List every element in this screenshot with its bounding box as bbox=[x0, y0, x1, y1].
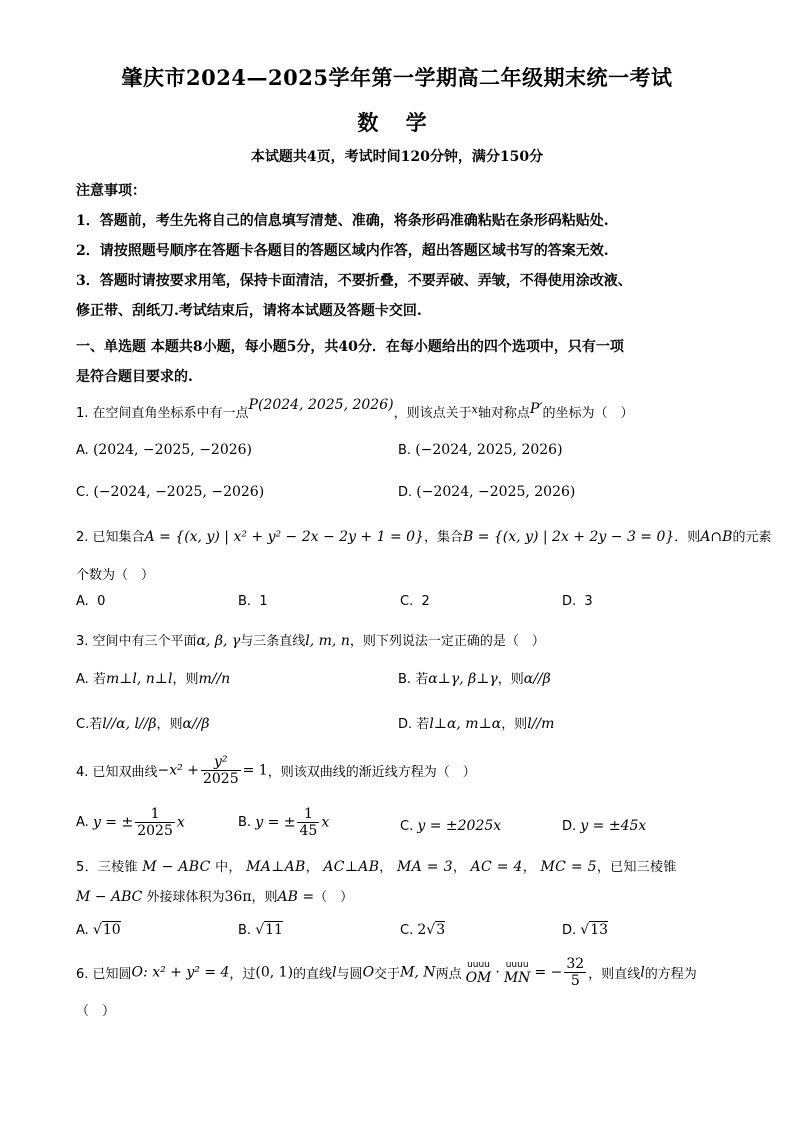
option-text: ，则 bbox=[501, 717, 528, 732]
q2-stem-line2: 个数为（ ） bbox=[76, 568, 155, 583]
q6-math: = − bbox=[534, 964, 563, 981]
option-text: ，则 bbox=[172, 672, 199, 687]
option-label: D. bbox=[398, 717, 413, 732]
option-text: (−2024, 2025, 2026) bbox=[415, 442, 563, 458]
option-math: l//α, l//β bbox=[102, 716, 157, 732]
q3-stem: 与三条直线 bbox=[240, 634, 306, 649]
q6-stem: 的直线 bbox=[293, 967, 333, 982]
option-label: B. bbox=[238, 594, 252, 609]
option-label: A. bbox=[76, 923, 89, 938]
section-heading bbox=[76, 332, 718, 392]
notice-item: 1．答题前，考生先将自己的信息填写清楚、准确，将条形码准确粘贴在条形码粘贴处. bbox=[76, 213, 609, 229]
q4-option-d[interactable] bbox=[562, 818, 646, 834]
notice-item: 2．请按照题号顺序在答题卡各题目的答题区域内作答，超出答题区域书写的答案无效. bbox=[76, 243, 609, 259]
q6-stem: 6. 已知圆 bbox=[76, 967, 132, 982]
q1-option-b[interactable] bbox=[398, 442, 563, 458]
option-fraction bbox=[135, 806, 175, 839]
question-3 bbox=[76, 630, 726, 649]
question-4 bbox=[76, 754, 726, 787]
q4-stem: 4. 已知双曲线 bbox=[76, 765, 158, 780]
subject-title: 数 学 bbox=[357, 110, 437, 135]
option-math: x bbox=[176, 814, 185, 831]
q5-stem: 中， bbox=[215, 860, 242, 875]
q2-option-a[interactable] bbox=[76, 594, 105, 609]
option-math: α//β bbox=[523, 671, 551, 687]
section-line: 是符合题目要求的. bbox=[76, 369, 193, 385]
q1-stem: 1. 在空间直角坐标系中有一点 bbox=[76, 406, 249, 421]
option-math: y = ± bbox=[92, 814, 134, 831]
q3-stem: ，则下列说法一定正确的是（ ） bbox=[349, 634, 545, 649]
option-label: C. bbox=[76, 717, 90, 732]
notice-item: 3．答题时请按要求用笔，保持卡面清洁，不要折叠，不要弄破、弄皱，不得使用涂改液、 bbox=[76, 273, 632, 289]
q6-stem: 与圆 bbox=[336, 967, 363, 982]
q6-math: l bbox=[640, 964, 645, 981]
option-text: 若 bbox=[92, 672, 106, 687]
q3-option-d[interactable] bbox=[398, 713, 554, 732]
radicand: 11 bbox=[265, 922, 283, 938]
q2-option-d[interactable] bbox=[562, 594, 593, 609]
q6-vector-om bbox=[464, 960, 494, 986]
q2-stem: ，集合 bbox=[423, 530, 463, 545]
q3-lines: l, m, n bbox=[305, 633, 350, 649]
q5-option-b[interactable] bbox=[238, 922, 283, 938]
option-text: (−2024, −2025, −2026) bbox=[93, 484, 265, 500]
option-math: m⊥l, n⊥l bbox=[105, 671, 173, 687]
option-math: y = ±2025x bbox=[417, 818, 502, 834]
option-text: ，则 bbox=[497, 672, 524, 687]
q1-point-prime: P′ bbox=[529, 401, 543, 417]
q5-stem: （ ） bbox=[314, 890, 354, 905]
option-fraction bbox=[297, 806, 319, 839]
q4-fraction-denominator: 2025 bbox=[202, 771, 239, 787]
option-label: B. bbox=[238, 815, 252, 830]
vector-arrow-marks: uuuu bbox=[505, 959, 529, 970]
q4-fraction-numerator: y² bbox=[201, 754, 241, 771]
q6-fraction bbox=[564, 956, 586, 989]
option-text: (−2024, −2025, 2026) bbox=[416, 484, 576, 500]
question-5: 5．三棱锥 M − ABC 中， MA⊥AB， AC⊥AB， MA = 3， AC = 4， MC = 5，已知三棱锥 bbox=[76, 859, 677, 875]
option-math: √13 bbox=[580, 922, 609, 938]
q5-math: MA⊥AB bbox=[246, 859, 306, 875]
q2-set-b: B = {(x, y) | 2x + 2y − 3 = 0} bbox=[462, 529, 675, 545]
option-label: D. bbox=[398, 485, 413, 500]
q4-fraction bbox=[201, 754, 241, 787]
question-1 bbox=[76, 397, 726, 421]
option-math: y = ±45x bbox=[580, 818, 647, 834]
option-label: C. bbox=[76, 485, 90, 500]
fraction-numerator: 1 bbox=[297, 806, 319, 823]
q6-stem: 交于 bbox=[374, 967, 401, 982]
option-math: √10 bbox=[92, 922, 121, 938]
option-label: C. bbox=[400, 923, 414, 938]
q1-stem: 的坐标为（ ） bbox=[542, 406, 634, 421]
option-label: B. bbox=[398, 443, 412, 458]
q5-math: MC = 5 bbox=[540, 859, 597, 875]
fraction-numerator: 32 bbox=[566, 956, 585, 972]
q6-stem: ，过 bbox=[229, 967, 256, 982]
q4-stem: ，则该双曲线的渐近线方程为（ ） bbox=[267, 765, 476, 780]
q2-intersection: A∩B bbox=[700, 529, 733, 545]
q6-math: M, N bbox=[400, 964, 436, 981]
option-label: B. bbox=[238, 923, 252, 938]
q4-equation: = 1 bbox=[242, 762, 268, 779]
option-text: 1 bbox=[259, 594, 268, 609]
option-math: α⊥γ, β⊥γ bbox=[428, 671, 498, 687]
option-text: 0 bbox=[97, 594, 106, 609]
notice-section bbox=[76, 176, 718, 326]
radicand: 10 bbox=[102, 922, 121, 938]
q1-option-d[interactable] bbox=[398, 484, 575, 500]
option-math: m//n bbox=[198, 671, 231, 687]
q3-option-a[interactable] bbox=[76, 668, 230, 687]
vector-arrow-marks: uuuu bbox=[467, 959, 490, 970]
option-text: 若 bbox=[416, 717, 430, 732]
option-text: ，则 bbox=[156, 717, 183, 732]
exam-info: 本试题共4页，考试时间120分钟，满分150分 bbox=[250, 149, 544, 165]
q5-option-a[interactable] bbox=[76, 922, 121, 938]
q4-option-c[interactable] bbox=[400, 818, 501, 834]
q2-set-a: A = {(x, y) | x² + y² − 2x − 2y + 1 = 0} bbox=[144, 529, 424, 545]
q5-math: M − ABC bbox=[76, 889, 143, 905]
q1-option-c[interactable] bbox=[76, 484, 264, 500]
q6-math: (0, 1) bbox=[255, 964, 294, 981]
q5-math: AC = 4 bbox=[470, 859, 523, 875]
q5-math: AB = bbox=[277, 889, 315, 905]
vector-label: MN bbox=[503, 969, 531, 986]
q2-stem: 的元素 bbox=[732, 530, 772, 545]
q6-stem: ，则直线 bbox=[588, 967, 641, 982]
q3-stem: 3. 空间中有三个平面 bbox=[76, 634, 197, 649]
q1-stem: 轴对称点 bbox=[477, 406, 530, 421]
option-label: A. bbox=[76, 672, 89, 687]
q6-math: l bbox=[332, 964, 337, 981]
q1-axis: x bbox=[471, 403, 478, 416]
q5-stem-line2 bbox=[76, 886, 726, 905]
option-math: l//m bbox=[527, 716, 555, 732]
q2-stem: 2. 已知集合 bbox=[76, 530, 145, 545]
vector-label: OM bbox=[465, 969, 492, 986]
question-6 bbox=[76, 956, 726, 989]
question-2 bbox=[76, 526, 772, 545]
option-text: 若 bbox=[415, 672, 429, 687]
option-math: l⊥α, m⊥α bbox=[429, 716, 502, 732]
q2-option-c[interactable] bbox=[400, 594, 430, 609]
option-label: A. bbox=[76, 594, 89, 609]
q6-vector-mn bbox=[502, 960, 533, 986]
option-label: C. bbox=[400, 819, 414, 834]
q5-option-c[interactable] bbox=[400, 922, 445, 938]
option-label: D. bbox=[562, 594, 577, 609]
q3-option-b[interactable] bbox=[398, 668, 551, 687]
option-math: α//β bbox=[182, 716, 210, 732]
option-math: 2√3 bbox=[417, 922, 446, 938]
option-label: C. bbox=[400, 594, 414, 609]
option-math: √11 bbox=[255, 922, 283, 938]
q1-stem: ，则该点关于 bbox=[393, 406, 472, 421]
fraction-denominator: 45 bbox=[299, 823, 318, 839]
option-label: D. bbox=[562, 819, 577, 834]
q5-stem: ，则 bbox=[251, 890, 278, 905]
q5-math: M − ABC bbox=[142, 859, 211, 875]
q6-math: · bbox=[495, 964, 500, 981]
q2-option-b[interactable] bbox=[238, 594, 268, 609]
option-text: 若 bbox=[89, 717, 103, 732]
q4-option-b[interactable] bbox=[238, 806, 329, 839]
section-line: 一、单选题 本题共8小题，每小题5分，共40分．在每小题给出的四个选项中，只有一项 bbox=[76, 339, 624, 355]
exam-title: 肇庆市2024—2025学年第一学期高二年级期末统一考试 bbox=[121, 65, 673, 90]
q5-stem: 5．三棱锥 bbox=[76, 860, 138, 875]
q6-stem-line2: （ ） bbox=[76, 1004, 116, 1019]
q1-point: P(2024, 2025, 2026) bbox=[248, 397, 394, 413]
q5-math: 36π bbox=[224, 889, 252, 905]
option-label: B. bbox=[398, 672, 412, 687]
q5-stem: ，已知三棱锥 bbox=[596, 860, 677, 875]
q6-math: O bbox=[362, 964, 375, 981]
q6-stem: 两点 bbox=[435, 967, 462, 982]
q3-planes: α, β, γ bbox=[196, 633, 241, 649]
notice-heading: 注意事项： bbox=[76, 183, 146, 199]
option-math: y = ± bbox=[255, 814, 296, 831]
option-label: A. bbox=[76, 443, 89, 458]
q4-equation: −x² + bbox=[157, 762, 199, 779]
fraction-numerator: 1 bbox=[135, 806, 175, 823]
q1-option-a[interactable] bbox=[76, 442, 252, 458]
coefficient: 2 bbox=[417, 922, 427, 938]
q5-math: AC⊥AB bbox=[323, 859, 380, 875]
q2-stem: ．则 bbox=[674, 530, 701, 545]
option-label: D. bbox=[562, 923, 577, 938]
q4-option-a[interactable] bbox=[76, 806, 185, 839]
q6-stem: 的方程为 bbox=[644, 967, 697, 982]
option-math: x bbox=[321, 814, 330, 831]
option-label: A. bbox=[76, 815, 89, 830]
fraction-denominator: 5 bbox=[570, 973, 580, 989]
q5-math: MA = 3 bbox=[397, 859, 453, 875]
q5-stem: 外接球体积为 bbox=[146, 890, 225, 905]
option-text: 2 bbox=[421, 594, 430, 609]
option-text: 3 bbox=[584, 594, 593, 609]
option-text: (2024, −2025, −2026) bbox=[92, 442, 253, 458]
q6-math: O: x² + y² = 4 bbox=[131, 964, 230, 981]
q3-option-c[interactable] bbox=[76, 713, 210, 732]
q5-option-d[interactable] bbox=[562, 922, 608, 938]
notice-item: 修正带、刮纸刀.考试结束后，请将本试题及答题卡交回. bbox=[76, 303, 422, 319]
radicand: 13 bbox=[590, 922, 609, 938]
fraction-denominator: 2025 bbox=[137, 823, 173, 839]
radicand: 3 bbox=[436, 922, 446, 938]
